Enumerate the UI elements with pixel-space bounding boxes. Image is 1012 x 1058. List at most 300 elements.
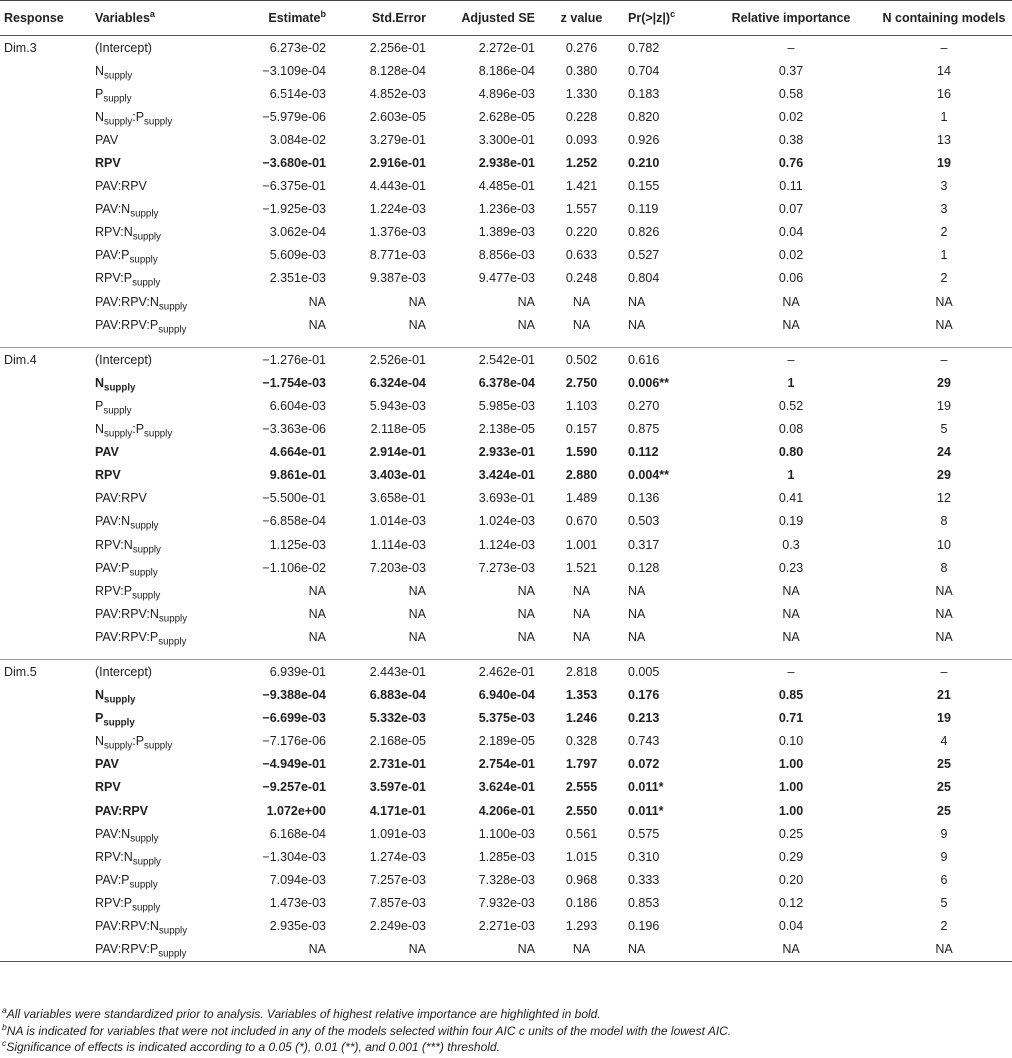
estimate-cell: −1.106e-02 [262, 560, 326, 575]
relative-importance-cell: 0.08 [778, 422, 804, 437]
n-models-cell: 19 [937, 398, 951, 413]
adjusted-se-cell: 2.628e-05 [478, 109, 535, 124]
response-cell [0, 394, 91, 417]
estimate-cell: −7.176e-06 [262, 734, 326, 749]
table-row [0, 684, 1012, 707]
header-estimate: Estimate$^b$ [225, 1, 330, 36]
n-models-cell: 9 [940, 849, 948, 864]
relative-importance-cell: 0.07 [778, 202, 804, 217]
response-cell [0, 845, 91, 868]
relative-importance-cell: NA [782, 317, 800, 332]
response-cell [0, 730, 91, 753]
variable-name: N [95, 375, 105, 390]
header-response: Response [0, 1, 91, 36]
p-value-cell: 0.616 [624, 348, 706, 372]
variable-cell [91, 441, 225, 464]
variable-name: RPV [95, 468, 121, 483]
table-row [0, 753, 1012, 776]
response-cell [0, 684, 91, 707]
variable-name: PAV:N [95, 826, 131, 841]
estimate-cell: −5.979e-06 [262, 109, 326, 124]
adjusted-se-cell: NA [517, 294, 535, 309]
estimate-cell: −5.500e-01 [262, 491, 326, 506]
z-value-cell: 0.968 [565, 872, 598, 887]
variable-name: N [95, 734, 105, 749]
p-value-cell: 0.270 [628, 398, 660, 413]
std-error-cell: 2.916e-01 [369, 156, 426, 171]
adjusted-se-cell: NA [517, 583, 535, 598]
variable-subscript: supply [104, 694, 136, 706]
std-error-cell: 9.387e-03 [369, 271, 426, 286]
n-models-cell: – [876, 348, 1012, 372]
response-cell [0, 533, 91, 556]
table-row [0, 267, 1012, 290]
header-std-error: Std.Error [330, 1, 430, 36]
table-row [0, 313, 1012, 336]
z-value-cell: 2.750 [565, 375, 598, 390]
variable-name: PAV:RPV:P [95, 629, 159, 644]
std-error-cell: 2.118e-05 [370, 422, 426, 437]
estimate-cell: −9.257e-01 [262, 780, 326, 795]
response-cell: Dim.5 [0, 660, 91, 684]
adjusted-se-cell: NA [517, 629, 535, 644]
variable-subscript: supply [158, 324, 187, 336]
variable-cell [91, 487, 225, 510]
table-row [0, 394, 1012, 417]
relative-importance-cell: 0.20 [778, 872, 804, 887]
p-value-cell: 0.136 [628, 491, 660, 506]
n-models-cell: 4 [940, 734, 948, 749]
variable-cell [91, 221, 225, 244]
n-models-cell: NA [876, 938, 1012, 962]
variable-name: P [95, 711, 104, 726]
estimate-cell: 2.351e-03 [269, 271, 326, 286]
z-value-cell: NA [572, 317, 591, 332]
relative-importance-cell: 0.06 [778, 271, 804, 286]
n-models-cell: 3 [940, 179, 948, 194]
table-row [0, 36, 1012, 60]
p-value-cell: 0.926 [628, 132, 660, 147]
n-models-cell: 14 [937, 63, 951, 78]
variable-subscript-2: supply [144, 116, 173, 128]
relative-importance-cell: 1 [787, 468, 795, 483]
variable-name: P [95, 398, 104, 413]
footnote [2, 1039, 1012, 1056]
p-value-cell: NA [628, 317, 646, 332]
variable-cell [91, 579, 225, 602]
variable-subscript: supply [104, 740, 133, 752]
relative-importance-cell: 1 [787, 375, 795, 390]
variable-name: PAV [95, 757, 119, 772]
variable-name: (Intercept) [95, 352, 152, 367]
z-value-cell: 1.001 [565, 537, 598, 552]
estimate-cell: 5.609e-03 [269, 248, 326, 263]
z-value-cell: 0.380 [565, 63, 598, 78]
response-cell [0, 602, 91, 625]
variable-subscript: supply [130, 520, 159, 532]
variable-subscript: supply [132, 590, 161, 602]
variable-name: RPV:N [95, 849, 133, 864]
variable-cell [91, 730, 225, 753]
table-row [0, 579, 1012, 602]
relative-importance-cell: NA [782, 294, 800, 309]
n-models-cell: 5 [940, 895, 948, 910]
variable-cell [91, 707, 225, 730]
p-value-cell: NA [628, 294, 646, 309]
variable-subscript: supply [104, 116, 133, 128]
table-row [0, 371, 1012, 394]
variable-name: PAV:RPV:N [95, 606, 159, 621]
adjusted-se-cell: 4.206e-01 [478, 803, 535, 818]
p-value-cell: 0.128 [628, 560, 660, 575]
p-value-cell: 0.804 [628, 271, 660, 286]
p-value-cell: NA [628, 583, 646, 598]
table-row [0, 891, 1012, 914]
adjusted-se-cell: 2.189e-05 [478, 734, 535, 749]
n-models-cell: 2 [940, 919, 948, 934]
header-n-models: N containing models [876, 1, 1012, 36]
z-value-cell: 1.521 [565, 560, 598, 575]
z-value-cell: 2.880 [565, 468, 598, 483]
std-error-cell: 5.332e-03 [369, 711, 426, 726]
z-value-cell: 0.328 [565, 734, 598, 749]
relative-importance-cell: 1.00 [778, 757, 804, 772]
n-models-cell: 8 [940, 514, 948, 529]
estimate-cell: 7.094e-03 [269, 872, 326, 887]
table-row [0, 82, 1012, 105]
estimate-cell: 6.939e-01 [225, 660, 330, 684]
response-cell [0, 799, 91, 822]
variable-subscript: supply [129, 254, 158, 266]
adjusted-se-cell: 4.485e-01 [478, 179, 535, 194]
variable-subscript: supply [103, 717, 135, 729]
n-models-cell: 2 [940, 271, 948, 286]
response-cell [0, 128, 91, 151]
std-error-cell: 1.014e-03 [369, 514, 426, 529]
adjusted-se-cell: 6.378e-04 [478, 375, 535, 390]
variable-name: PAV:P [95, 248, 130, 263]
table-row [0, 556, 1012, 579]
response-cell [0, 441, 91, 464]
response-cell [0, 221, 91, 244]
variable-subscript-2: supply [144, 428, 173, 440]
variable-cell [91, 914, 225, 937]
relative-importance-cell: 1.00 [778, 803, 804, 818]
response-cell [0, 105, 91, 128]
variable-cell [91, 776, 225, 799]
p-value-cell: 0.213 [628, 711, 660, 726]
variable-subscript: supply [103, 405, 132, 417]
z-value-cell: 1.421 [565, 179, 598, 194]
std-error-cell: 4.443e-01 [369, 179, 426, 194]
std-error-cell: 3.279e-01 [369, 132, 426, 147]
adjusted-se-cell: 2.933e-01 [478, 445, 535, 460]
variable-subscript: supply [132, 856, 161, 868]
adjusted-se-cell: NA [430, 938, 539, 962]
table-row [0, 799, 1012, 822]
relative-importance-cell: 0.10 [778, 734, 804, 749]
n-models-cell: 5 [940, 422, 948, 437]
footnote [2, 1023, 1012, 1040]
adjusted-se-cell: 1.285e-03 [478, 849, 535, 864]
table-row [0, 59, 1012, 82]
p-value-cell: 0.005 [624, 660, 706, 684]
response-cell [0, 487, 91, 510]
z-value-cell: 1.246 [565, 711, 598, 726]
adjusted-se-cell: 5.985e-03 [478, 398, 535, 413]
adjusted-se-cell: 2.938e-01 [478, 156, 535, 171]
estimate-cell: 6.604e-03 [269, 398, 326, 413]
response-cell [0, 244, 91, 267]
estimate-cell: −1.754e-03 [262, 375, 326, 390]
n-models-cell: 6 [940, 872, 948, 887]
p-value-cell: 0.875 [628, 422, 660, 437]
adjusted-se-cell: 2.272e-01 [478, 40, 535, 55]
p-value-cell: 0.011* [628, 803, 664, 818]
variable-name-2: :P [132, 109, 145, 124]
variable-name: PAV:RPV:P [95, 942, 159, 957]
estimate-cell: −3.363e-06 [262, 422, 326, 437]
relative-importance-cell: NA [782, 583, 800, 598]
z-value-cell: 1.489 [565, 491, 598, 506]
variable-name: N [95, 422, 105, 437]
variable-cell [91, 938, 225, 962]
table-row [0, 660, 1012, 684]
table-row [0, 105, 1012, 128]
relative-importance-cell: NA [782, 606, 800, 621]
estimate-cell: 1.473e-03 [269, 895, 326, 910]
variable-name-2: :P [132, 422, 145, 437]
p-value-cell: 0.575 [628, 826, 660, 841]
relative-importance-cell: 0.52 [778, 398, 804, 413]
adjusted-se-cell: 2.138e-05 [478, 422, 535, 437]
variable-cell [91, 822, 225, 845]
p-value-cell: 0.782 [628, 40, 660, 55]
variable-subscript: supply [104, 70, 133, 82]
p-value-cell: 0.004** [628, 468, 670, 483]
n-models-cell: 13 [937, 132, 951, 147]
estimate-cell: −1.304e-03 [262, 849, 326, 864]
relative-importance-cell: 0.3 [782, 537, 800, 552]
variable-name: PAV:RPV:N [95, 919, 159, 934]
header-p-value: Pr(>|z|)$^c$ [624, 1, 706, 36]
std-error-cell: NA [408, 317, 426, 332]
table-row [0, 221, 1012, 244]
estimate-cell: −4.949e-01 [262, 757, 326, 772]
n-models-cell: 25 [937, 803, 951, 818]
estimate-cell: 4.664e-01 [269, 445, 326, 460]
variable-cell [91, 59, 225, 82]
p-value-cell: NA [628, 606, 646, 621]
variable-cell [91, 533, 225, 556]
variable-name: PAV:RPV:N [95, 294, 159, 309]
estimate-cell: 6.514e-03 [269, 86, 326, 101]
table-row [0, 487, 1012, 510]
variable-subscript-2: supply [144, 740, 173, 752]
p-value-cell: 0.006** [628, 375, 670, 390]
variable-name: PAV [95, 445, 119, 460]
variable-subscript: supply [104, 428, 133, 440]
z-value-cell: NA [572, 606, 591, 621]
n-models-cell: 29 [937, 468, 951, 483]
z-value-cell: 2.818 [539, 660, 624, 684]
z-value-cell: NA [572, 629, 591, 644]
relative-importance-cell: – [706, 348, 876, 372]
estimate-cell: −3.680e-01 [262, 156, 326, 171]
header-row [0, 1, 1012, 36]
variable-name: N [95, 109, 105, 124]
p-value-cell: 0.317 [628, 537, 660, 552]
relative-importance-cell: 0.58 [778, 86, 804, 101]
variable-name: N [95, 63, 105, 78]
relative-importance-cell: 0.02 [778, 109, 804, 124]
p-value-cell: 0.310 [628, 849, 660, 864]
variable-name: RPV:P [95, 895, 133, 910]
n-models-cell: 3 [940, 202, 948, 217]
variable-subscript: supply [158, 300, 188, 312]
estimate-cell: −6.375e-01 [262, 179, 326, 194]
table-row [0, 128, 1012, 151]
z-value-cell: 0.670 [565, 514, 598, 529]
variable-subscript: supply [132, 277, 161, 289]
variable-name: P [95, 86, 104, 101]
std-error-cell: NA [408, 583, 426, 598]
z-value-cell: NA [539, 938, 624, 962]
n-models-cell: NA [935, 317, 953, 332]
estimate-cell: 3.084e-02 [269, 132, 326, 147]
variable-name-2: :P [132, 734, 145, 749]
n-models-cell: 2 [940, 225, 948, 240]
variable-name: RPV:N [95, 225, 133, 240]
variable-name: PAV:N [95, 202, 131, 217]
std-error-cell: 2.526e-01 [330, 348, 430, 372]
variable-name: RPV [95, 156, 121, 171]
std-error-cell: 2.603e-05 [369, 109, 426, 124]
response-cell [0, 418, 91, 441]
variable-cell [91, 799, 225, 822]
adjusted-se-cell: 2.754e-01 [478, 757, 535, 772]
variable-name: PAV:P [95, 560, 130, 575]
z-value-cell: 1.557 [565, 202, 598, 217]
footnote [2, 1006, 1012, 1023]
variable-subscript: supply [129, 879, 158, 891]
variable-subscript: supply [158, 948, 187, 960]
z-value-cell: 1.252 [565, 156, 598, 171]
variable-name: PAV:RPV:P [95, 317, 159, 332]
relative-importance-cell: 0.29 [778, 849, 804, 864]
estimate-cell: 2.935e-03 [269, 919, 326, 934]
std-error-cell: 3.658e-01 [369, 491, 426, 506]
std-error-cell: 1.274e-03 [369, 849, 426, 864]
relative-importance-cell: 0.04 [778, 225, 804, 240]
std-error-cell: 6.324e-04 [369, 375, 426, 390]
variable-name: PAV:N [95, 514, 131, 529]
estimate-cell: 6.168e-04 [269, 826, 326, 841]
variable-name: RPV:P [95, 271, 133, 286]
estimate-cell: 3.062e-04 [269, 225, 326, 240]
table-row [0, 625, 1012, 648]
adjusted-se-cell: 9.477e-03 [478, 271, 535, 286]
variable-cell [91, 82, 225, 105]
adjusted-se-cell: 7.273e-03 [478, 560, 535, 575]
p-value-cell: 0.333 [628, 872, 660, 887]
adjusted-se-cell: 7.328e-03 [478, 872, 535, 887]
variable-subscript: supply [129, 567, 158, 579]
variable-cell [91, 684, 225, 707]
n-models-cell: 8 [940, 560, 948, 575]
adjusted-se-cell: 5.375e-03 [478, 711, 535, 726]
variable-cell [91, 175, 225, 198]
table-body [0, 36, 1012, 962]
adjusted-se-cell: 3.424e-01 [478, 468, 535, 483]
footnote-mark: c [2, 1038, 7, 1048]
p-value-cell: 0.176 [628, 688, 660, 703]
variable-subscript: supply [158, 925, 188, 937]
group-spacer [0, 648, 1012, 660]
header-relative-importance: Relative importance [706, 1, 876, 36]
response-cell [0, 938, 91, 962]
response-cell: Dim.4 [0, 348, 91, 372]
adjusted-se-cell: 2.542e-01 [430, 348, 539, 372]
p-value-cell: 0.503 [628, 514, 660, 529]
adjusted-se-cell: 1.100e-03 [478, 826, 535, 841]
table-row [0, 822, 1012, 845]
footnote-mark: a [2, 1005, 7, 1015]
n-models-cell: 25 [937, 757, 951, 772]
variable-cell [91, 891, 225, 914]
n-models-cell: 12 [937, 491, 951, 506]
variable-cell [91, 868, 225, 891]
std-error-cell: NA [408, 294, 426, 309]
relative-importance-cell: 0.11 [779, 179, 803, 194]
variable-cell [91, 290, 225, 313]
std-error-cell: NA [408, 606, 426, 621]
variable-cell [91, 753, 225, 776]
table-row [0, 707, 1012, 730]
n-models-cell: 19 [937, 156, 951, 171]
relative-importance-cell: – [787, 40, 795, 55]
relative-importance-cell: 0.76 [778, 156, 804, 171]
z-value-cell: NA [572, 294, 591, 309]
adjusted-se-cell: 6.940e-04 [478, 688, 535, 703]
variable-name: RPV [95, 780, 121, 795]
variable-name: PAV:RPV [95, 803, 149, 818]
variable-cell [91, 313, 225, 336]
z-value-cell: 2.550 [565, 803, 598, 818]
response-cell [0, 198, 91, 221]
p-value-cell: 0.704 [628, 63, 660, 78]
std-error-cell: 2.168e-05 [369, 734, 426, 749]
n-models-cell: 16 [937, 86, 951, 101]
adjusted-se-cell: NA [517, 317, 535, 332]
table-row [0, 730, 1012, 753]
z-value-cell: 0.561 [565, 826, 598, 841]
response-cell [0, 891, 91, 914]
n-models-cell: 21 [937, 688, 951, 703]
footnote-text: All variables were standardized prior to analysis. Variables of highest relative importance are highlighted in bold. [6, 1007, 601, 1021]
std-error-cell: 4.171e-01 [369, 803, 426, 818]
adjusted-se-cell: 1.124e-03 [478, 537, 535, 552]
estimate-cell: −3.109e-04 [262, 63, 326, 78]
variable-name: PAV:RPV [95, 491, 147, 506]
std-error-cell: 8.128e-04 [369, 63, 426, 78]
n-models-cell: 9 [940, 826, 948, 841]
variable-cell [91, 845, 225, 868]
std-error-cell: 1.091e-03 [369, 826, 426, 841]
response-cell [0, 510, 91, 533]
z-value-cell: 0.186 [565, 895, 598, 910]
variable-cell [91, 105, 225, 128]
